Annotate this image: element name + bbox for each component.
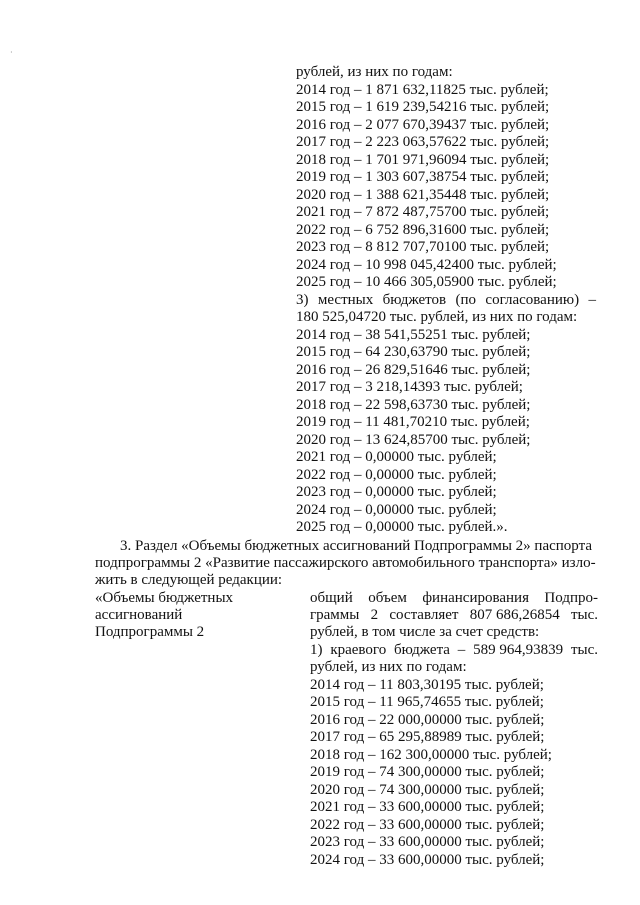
subprogram-year-line: 2024 год – 33 600,00000 тыс. рублей; <box>310 852 545 868</box>
regional-year-line: 2021 год – 7 872 487,75700 тыс. рублей; <box>296 204 550 220</box>
regional-heading-word: краевого <box>330 642 387 658</box>
regional-year-line: 2017 год – 2 223 063,57622 тыс. рублей; <box>296 134 550 150</box>
local-year-line: 2025 год – 0,00000 тыс. рублей.». <box>296 519 508 535</box>
local-heading-word: бюджетов <box>382 292 447 308</box>
local-year-line: 2018 год – 22 598,63730 тыс. рублей; <box>296 397 531 413</box>
local-year-line: 2016 год – 26 829,51646 тыс. рублей; <box>296 362 531 378</box>
subprogram-year-line: 2017 год – 65 295,88989 тыс. рублей; <box>310 729 545 745</box>
regional-year-line: 2022 год – 6 752 896,31600 тыс. рублей; <box>296 222 550 238</box>
local-heading-word: местных <box>317 292 374 308</box>
local-budget-total: 180 525,04720 тыс. рублей, из них по годам: <box>296 309 578 325</box>
scan-speck: · <box>10 48 13 57</box>
total-funding-word: составляет <box>389 607 459 623</box>
regional-year-line: 2025 год – 10 466 305,05900 тыс. рублей; <box>296 274 557 290</box>
total-funding-word: 807 686,26854 <box>469 607 560 623</box>
subprogram-year-line: 2016 год – 22 000,00000 тыс. рублей; <box>310 712 545 728</box>
section-label-line: ассигнований <box>95 607 183 623</box>
total-funding-word: граммы <box>310 607 360 623</box>
subprogram-year-line: 2019 год – 74 300,00000 тыс. рублей; <box>310 764 545 780</box>
total-funding-word: финансирования <box>422 590 529 606</box>
regional-year-line: 2024 год – 10 998 045,42400 тыс. рублей; <box>296 257 557 273</box>
paragraph-3-line: 3. Раздел «Объемы бюджетных ассигнований Подпрограммы 2» паспорта <box>120 538 593 554</box>
paragraph-3-line: жить в следующей редакции: <box>95 572 283 588</box>
total-funding-word: общий <box>310 590 353 606</box>
local-budget-heading <box>296 292 596 309</box>
regional-year-line: 2014 год – 1 871 632,11825 тыс. рублей; <box>296 82 549 98</box>
local-heading-word: – <box>588 292 596 308</box>
regional-year-line: 2018 год – 1 701 971,96094 тыс. рублей; <box>296 152 550 168</box>
regional-year-line: 2020 год – 1 388 621,35448 тыс. рублей; <box>296 187 550 203</box>
local-heading-word: согласованию) <box>485 292 580 308</box>
total-funding-line <box>310 590 598 607</box>
section-label-line: «Объемы бюджетных <box>95 590 234 606</box>
total-funding-word: 2 <box>370 607 379 623</box>
local-year-line: 2020 год – 13 624,85700 тыс. рублей; <box>296 432 531 448</box>
regional-heading-word: 589 964,93839 <box>473 642 564 658</box>
subprogram-year-line: 2014 год – 11 803,30195 тыс. рублей; <box>310 677 544 693</box>
total-funding-word: объем <box>368 590 407 606</box>
local-year-line: 2014 год – 38 541,55251 тыс. рублей; <box>296 327 531 343</box>
local-year-line: 2015 год – 64 230,63790 тыс. рублей; <box>296 344 531 360</box>
subprogram-year-line: 2015 год – 11 965,74655 тыс. рублей; <box>310 694 544 710</box>
local-heading-word: (по <box>455 292 477 308</box>
subprogram-year-line: 2023 год – 33 600,00000 тыс. рублей; <box>310 834 545 850</box>
regional-heading-word: – <box>457 642 466 658</box>
local-year-line: 2019 год – 11 481,70210 тыс. рублей; <box>296 414 530 430</box>
total-funding-word: Подпро- <box>544 590 598 606</box>
local-heading-word: 3) <box>296 292 309 308</box>
subprogram-year-line: 2020 год – 74 300,00000 тыс. рублей; <box>310 782 545 798</box>
subprogram-year-line: 2022 год – 33 600,00000 тыс. рублей; <box>310 817 545 833</box>
regional-heading-word: бюджета <box>394 642 450 658</box>
regional-year-line: 2019 год – 1 303 607,38754 тыс. рублей; <box>296 169 550 185</box>
regional-budget-tail: рублей, из них по годам: <box>310 659 467 675</box>
regional-heading-word: тыс. <box>570 642 598 658</box>
total-funding-word: тыс. <box>570 607 598 623</box>
regional-year-line: 2016 год – 2 077 670,39437 тыс. рублей; <box>296 117 550 133</box>
intro-tail: рублей, из них по годам: <box>296 64 453 80</box>
local-year-line: 2023 год – 0,00000 тыс. рублей; <box>296 484 497 500</box>
total-funding-line <box>310 607 598 624</box>
paragraph-3-line: подпрограммы 2 «Развитие пассажирского автомобильного транспорта» изло- <box>95 555 596 571</box>
local-year-line: 2021 год – 0,00000 тыс. рублей; <box>296 449 497 465</box>
total-funding-line: рублей, в том числе за счет средств: <box>310 624 540 640</box>
section-label-line: Подпрограммы 2 <box>95 624 205 640</box>
local-year-line: 2017 год – 3 218,14393 тыс. рублей; <box>296 379 523 395</box>
local-year-line: 2022 год – 0,00000 тыс. рублей; <box>296 467 497 483</box>
regional-heading-word: 1) <box>310 642 323 658</box>
local-year-line: 2024 год – 0,00000 тыс. рублей; <box>296 502 497 518</box>
regional-year-line: 2015 год – 1 619 239,54216 тыс. рублей; <box>296 99 550 115</box>
regional-year-line: 2023 год – 8 812 707,70100 тыс. рублей; <box>296 239 550 255</box>
subprogram-year-line: 2021 год – 33 600,00000 тыс. рублей; <box>310 799 545 815</box>
regional-budget-heading <box>310 642 598 659</box>
subprogram-year-line: 2018 год – 162 300,00000 тыс. рублей; <box>310 747 552 763</box>
